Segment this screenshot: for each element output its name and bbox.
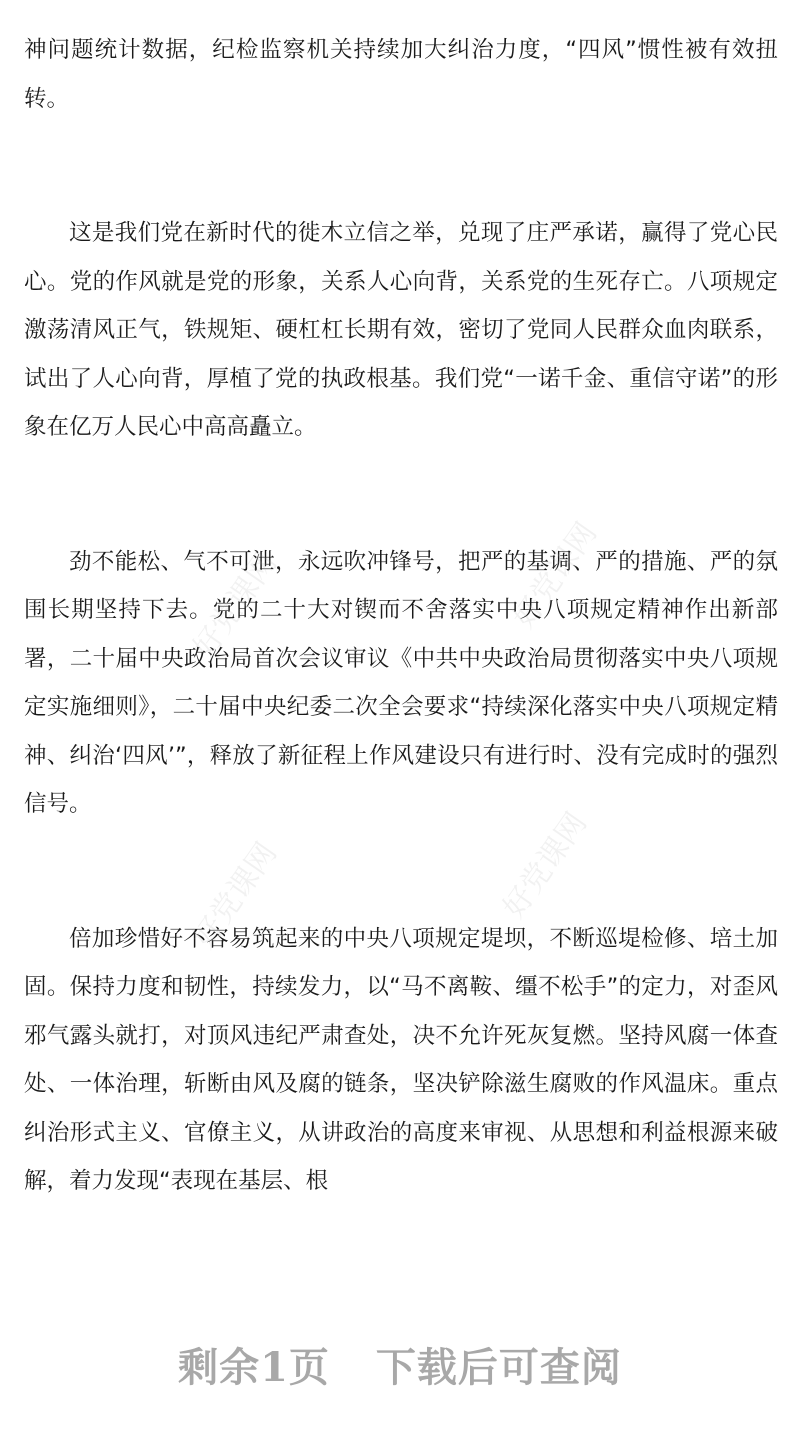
paragraph-4: 倍加珍惜好不容易筑起来的中央八项规定堤坝，不断巡堤检修、培土加固。保持力度和韧性，持续发力，以“马不离鞍、缰不松手”的定力，对歪风邪气露头就打，对顶风违纪严肃查处，决不允许死灰复燃。坚持风腐一体查处、一体治理，斩断由风及腐的链条，坚决铲除滋生腐败的作风温床。重点纠治形式主义、官僚主义，从讲政治的高度来审视、从思想和利益根源来破解，着力发现“表现在基层、根 bbox=[24, 925, 778, 1194]
watermark: 好党课网 bbox=[186, 836, 285, 955]
remaining-pages-label: 剩余1页 bbox=[178, 1344, 330, 1391]
paragraph-3: 劲不能松、气不可泄，永远吹冲锋号，把严的基调、严的措施、严的氛围长期坚持下去。党的二十大对锲而不舍落实中央八项规定精神作出新部署，二十届中央政治局首次会议审议《中共中央政治局贯彻落实中央八项规定实施细则》，二十届中央纪委二次全会要求“持续深化落实中央八项规定精神、纠治‘四风’”，释放了新征程上作风建设只有进行时、没有完成时的强烈信号。 bbox=[24, 548, 778, 817]
document-body bbox=[24, 26, 778, 1292]
paragraph-1: 神问题统计数据，纪检监察机关持续加大纠治力度，“四风”惯性被有效扭转。 bbox=[24, 37, 778, 112]
download-to-view-label: 下载后可查阅 bbox=[375, 1344, 622, 1391]
watermark: 好党课网 bbox=[506, 516, 605, 635]
watermark: 好党课网 bbox=[186, 546, 285, 665]
watermark: 好党课网 bbox=[496, 806, 595, 925]
paragraph-2: 这是我们党在新时代的徙木立信之举，兑现了庄严承诺，赢得了党心民心。党的作风就是党的形象，关系人心向背，关系党的生死存亡。八项规定激荡清风正气，铁规矩、硬杠杠长期有效，密切了党同人民群众血肉联系，试出了人心向背，厚植了党的执政根基。我们党“一诺千金、重信守诺”的形象在亿万人民心中高高矗立。 bbox=[24, 220, 778, 440]
download-prompt[interactable] bbox=[0, 1336, 800, 1393]
